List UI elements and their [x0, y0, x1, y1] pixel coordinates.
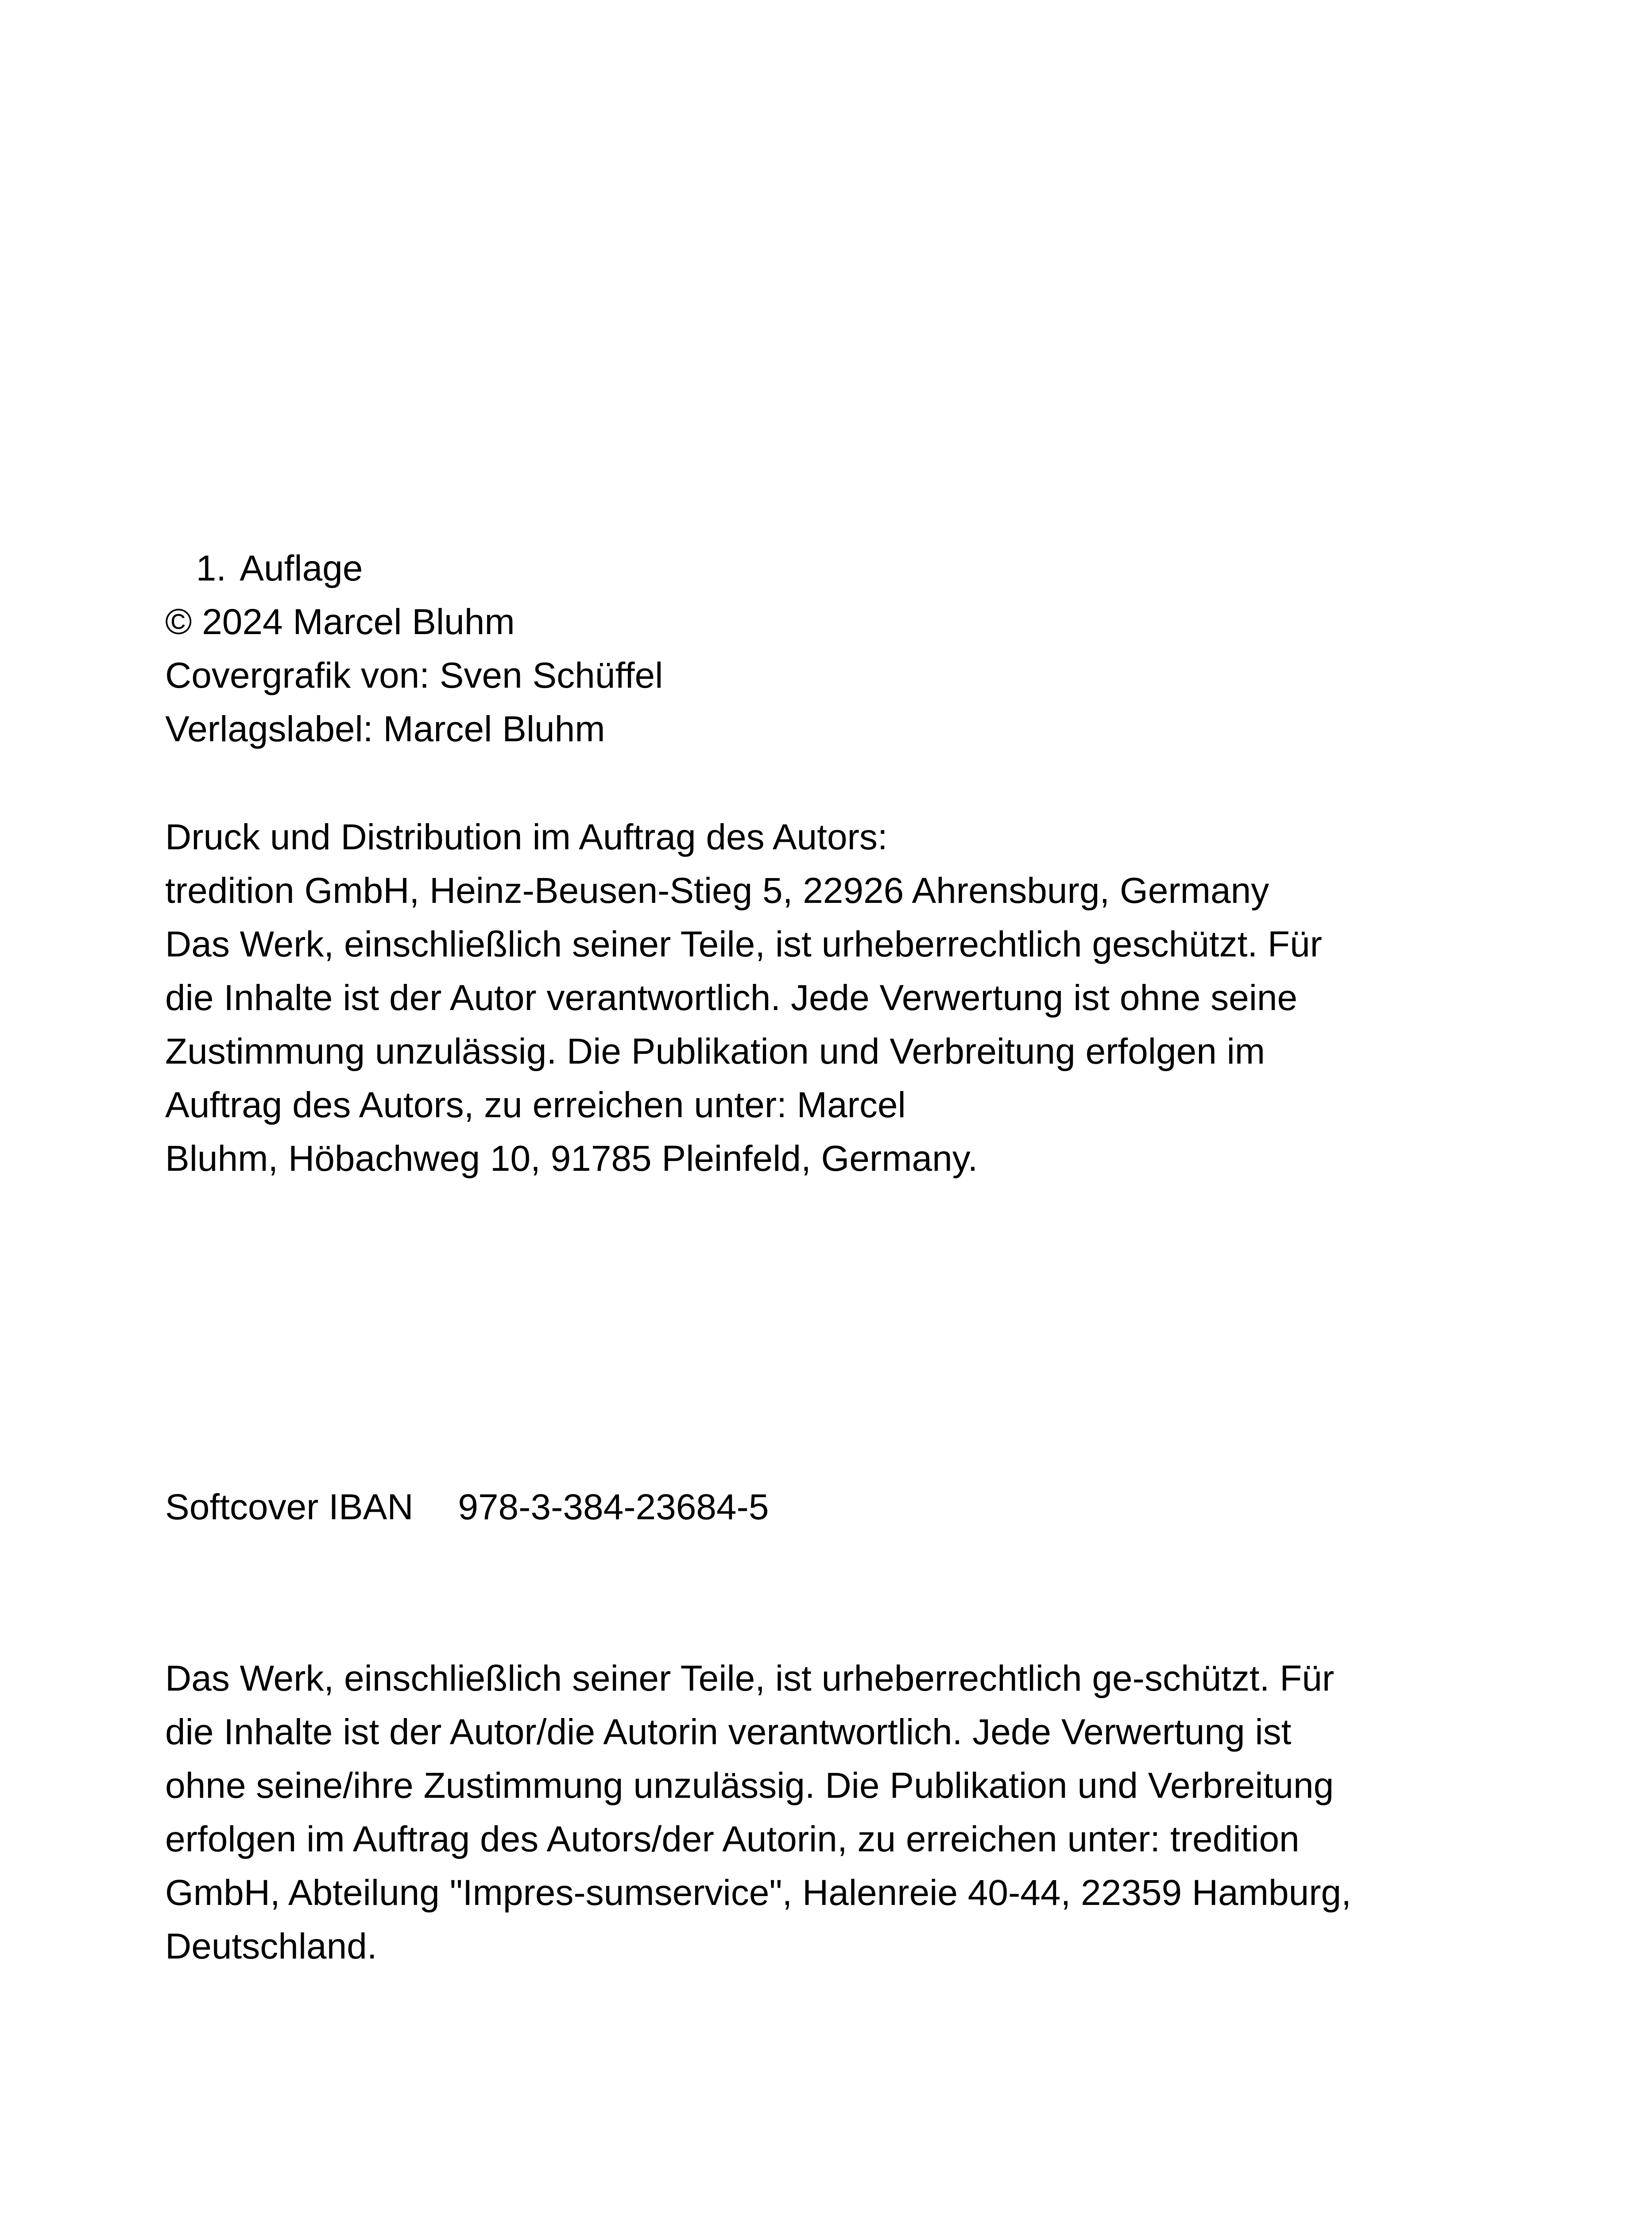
isbn-value: 978-3-384-23684-5 — [458, 1487, 769, 1527]
distribution-line: tredition GmbH, Heinz-Beusen-Stieg 5, 22926 Ahrensburg, Germany — [165, 871, 1269, 911]
distribution-line: Bluhm, Höbachweg 10, 91785 Pleinfeld, Germany. — [165, 1138, 978, 1179]
copyright-line: © 2024 Marcel Bluhm — [165, 602, 515, 642]
isbn-label: Softcover IBAN — [165, 1487, 414, 1527]
legal-line: Deutschland. — [165, 1926, 377, 1966]
distribution-block — [165, 810, 1493, 1185]
cover-credit-line: Covergrafik von: Sven Schüffel — [165, 655, 663, 696]
isbn-block — [165, 1480, 1493, 1534]
legal-line: die Inhalte ist der Autor/die Autorin verantwortlich. Jede Verwertung ist — [165, 1712, 1292, 1752]
legal-line: ohne seine/ihre Zustimmung unzulässig. Die Publikation und Verbreitung — [165, 1765, 1334, 1806]
distribution-line: Druck und Distribution im Auftrag des Autors: — [165, 817, 888, 857]
distribution-line: Auftrag des Autors, zu erreichen unter: Marcel — [165, 1085, 906, 1125]
legal-line: GmbH, Abteilung "Impres-sumservice", Halenreie 40-44, 22359 Hamburg, — [165, 1873, 1351, 1913]
edition-number: 1. — [196, 548, 226, 588]
publisher-label-line: Verlagslabel: Marcel Bluhm — [165, 709, 605, 749]
legal-line: erfolgen im Auftrag des Autors/der Autorin, zu erreichen unter: tredition — [165, 1819, 1300, 1859]
distribution-line: Das Werk, einschließlich seiner Teile, ist urheberrechtlich geschützt. Für — [165, 924, 1322, 964]
isbn-line — [165, 1480, 1493, 1534]
distribution-line: die Inhalte ist der Autor verantwortlich. Jede Verwertung ist ohne seine — [165, 978, 1298, 1018]
edition-label: Auflage — [240, 548, 363, 588]
edition-line — [165, 542, 1493, 595]
legal-line: Das Werk, einschließlich seiner Teile, ist urheberrechtlich ge-schützt. Für — [165, 1658, 1335, 1699]
distribution-line: Zustimmung unzulässig. Die Publikation und Verbreitung erfolgen im — [165, 1031, 1265, 1072]
imprint-block — [165, 542, 1493, 756]
legal-notice-block — [165, 1652, 1493, 1973]
